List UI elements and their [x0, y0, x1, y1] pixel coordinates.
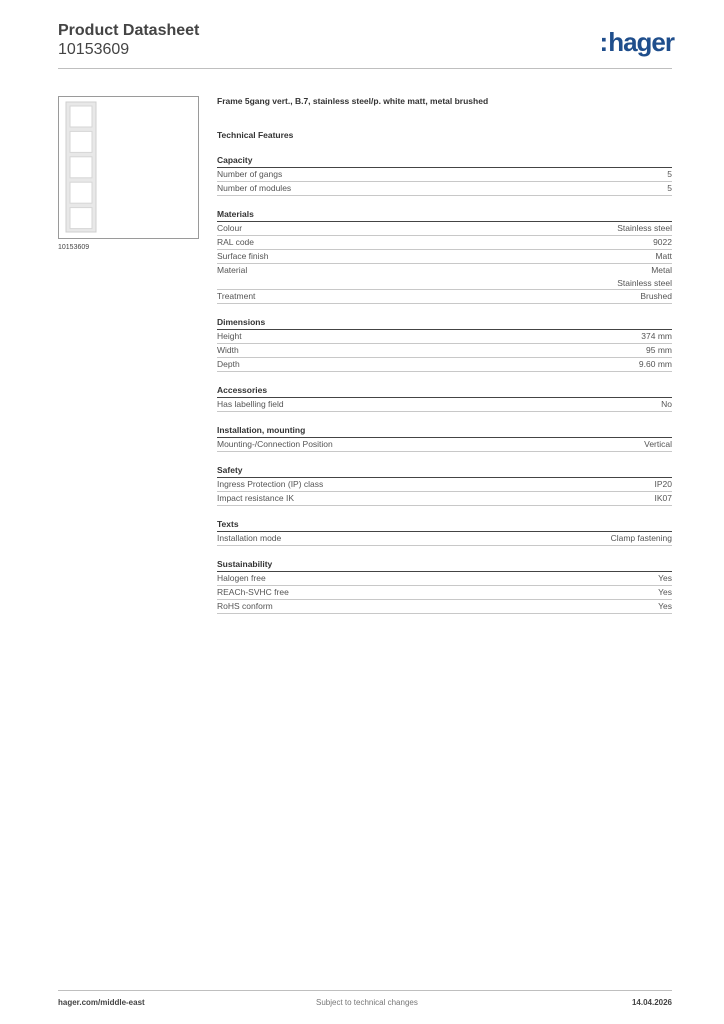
datasheet-content [217, 96, 672, 614]
document-title: Product Datasheet [58, 22, 200, 39]
spec-label: Height [217, 331, 242, 341]
section-title: Texts [217, 519, 672, 532]
section-title: Accessories [217, 385, 672, 398]
frame-opening [70, 182, 92, 203]
spec-value [611, 532, 672, 545]
spec-value [655, 492, 673, 505]
spec-label: Depth [217, 359, 240, 369]
section [217, 385, 672, 412]
spec-label: Halogen free [217, 573, 266, 583]
spec-value [617, 222, 672, 235]
spec-value [641, 330, 672, 343]
spec-row [217, 398, 672, 412]
spec-row [217, 572, 672, 586]
document-header [58, 22, 199, 59]
spec-row [217, 182, 672, 196]
spec-value [653, 236, 672, 249]
footer-divider [58, 990, 672, 991]
spec-row [217, 492, 672, 506]
spec-value-line: 374 mm [641, 331, 672, 341]
spec-value-line: Stainless steel [617, 277, 672, 288]
spec-value-line: 9022 [653, 237, 672, 247]
spec-row [217, 330, 672, 344]
section [217, 559, 672, 614]
spec-value-line: Brushed [640, 291, 672, 301]
spec-value-line: Stainless steel [617, 223, 672, 233]
section [217, 465, 672, 506]
spec-label: Mounting-/Connection Position [217, 439, 333, 449]
spec-row [217, 478, 672, 492]
spec-value [658, 586, 672, 599]
spec-value-line: 95 mm [646, 345, 672, 355]
spec-value-line: Clamp fastening [610, 533, 672, 543]
section-title: Dimensions [217, 317, 672, 330]
spec-label: REACh-SVHC free [217, 587, 289, 597]
spec-value [644, 438, 672, 451]
frame-illustration [65, 101, 97, 233]
section-title: Installation, mounting [217, 425, 672, 438]
spec-row [217, 168, 672, 182]
spec-value-line: 5 [667, 169, 672, 179]
section [217, 155, 672, 196]
spec-value [658, 572, 672, 585]
spec-label: Material [217, 265, 248, 275]
spec-label: Colour [217, 223, 243, 233]
spec-value [655, 250, 672, 263]
spec-label: Treatment [217, 291, 256, 301]
spec-row [217, 236, 672, 250]
spec-value [646, 344, 672, 357]
spec-row [217, 358, 672, 372]
spec-row [217, 250, 672, 264]
spec-row [217, 344, 672, 358]
spec-row [217, 290, 672, 304]
technical-features-heading: Technical Features [217, 130, 294, 140]
spec-label: Number of modules [217, 183, 292, 193]
spec-label: RAL code [217, 237, 255, 247]
section [217, 317, 672, 372]
spec-value-line: Metal [651, 265, 672, 275]
spec-row [217, 600, 672, 614]
spec-value-line: IP20 [654, 479, 672, 489]
spec-value-line: Yes [658, 601, 672, 611]
frame-opening [70, 131, 92, 152]
frame-opening [70, 208, 92, 229]
spec-value-line: 5 [667, 183, 672, 193]
spec-value [617, 264, 672, 289]
spec-value-line: 9.60 mm [638, 359, 672, 369]
spec-label: Number of gangs [217, 169, 283, 179]
logo-text: hager [608, 27, 674, 57]
spec-label: Impact resistance IK [217, 493, 295, 503]
spec-value-line: IK07 [654, 493, 672, 503]
spec-value [667, 168, 672, 181]
product-title: Frame 5gang vert., B.7, stainless steel/p. white matt, metal brushed [217, 96, 489, 106]
section [217, 425, 672, 452]
spec-label: Has labelling field [217, 399, 284, 409]
section-title: Safety [217, 465, 672, 478]
spec-label: Surface finish [217, 251, 269, 261]
frame-opening [70, 106, 92, 127]
spec-label: Width [217, 345, 239, 355]
spec-row [217, 532, 672, 546]
spec-value [639, 358, 672, 371]
footer-date: 14.04.2026 [631, 998, 672, 1007]
footer-website[interactable]: hager.com/middle-east [58, 998, 145, 1007]
feature-sections [217, 155, 672, 614]
section-title: Materials [217, 209, 672, 222]
spec-value [655, 478, 673, 491]
section-title: Sustainability [217, 559, 672, 572]
product-image [58, 96, 199, 239]
spec-row [217, 438, 672, 452]
spec-value [658, 600, 672, 613]
spec-value [661, 398, 672, 411]
frame-opening [70, 157, 92, 178]
footer-notice: Subject to technical changes [316, 998, 418, 1007]
spec-value [640, 290, 672, 303]
section-title: Capacity [217, 155, 672, 168]
spec-row [217, 586, 672, 600]
spec-value [667, 182, 672, 195]
hager-logo: :hager [599, 27, 674, 57]
spec-row [217, 222, 672, 236]
section [217, 519, 672, 546]
spec-value-line: Yes [658, 573, 672, 583]
spec-label: Ingress Protection (IP) class [217, 479, 324, 489]
spec-value-line: No [661, 399, 672, 409]
spec-label: RoHS conform [217, 601, 273, 611]
spec-value-line: Matt [655, 251, 672, 261]
product-number: 10153609 [58, 41, 130, 58]
header-divider [58, 68, 672, 69]
spec-label: Installation mode [217, 533, 282, 543]
spec-row [217, 264, 672, 290]
image-caption: 10153609 [58, 244, 90, 251]
spec-value-line: Yes [658, 587, 672, 597]
section [217, 209, 672, 304]
spec-value-line: Vertical [644, 439, 672, 449]
